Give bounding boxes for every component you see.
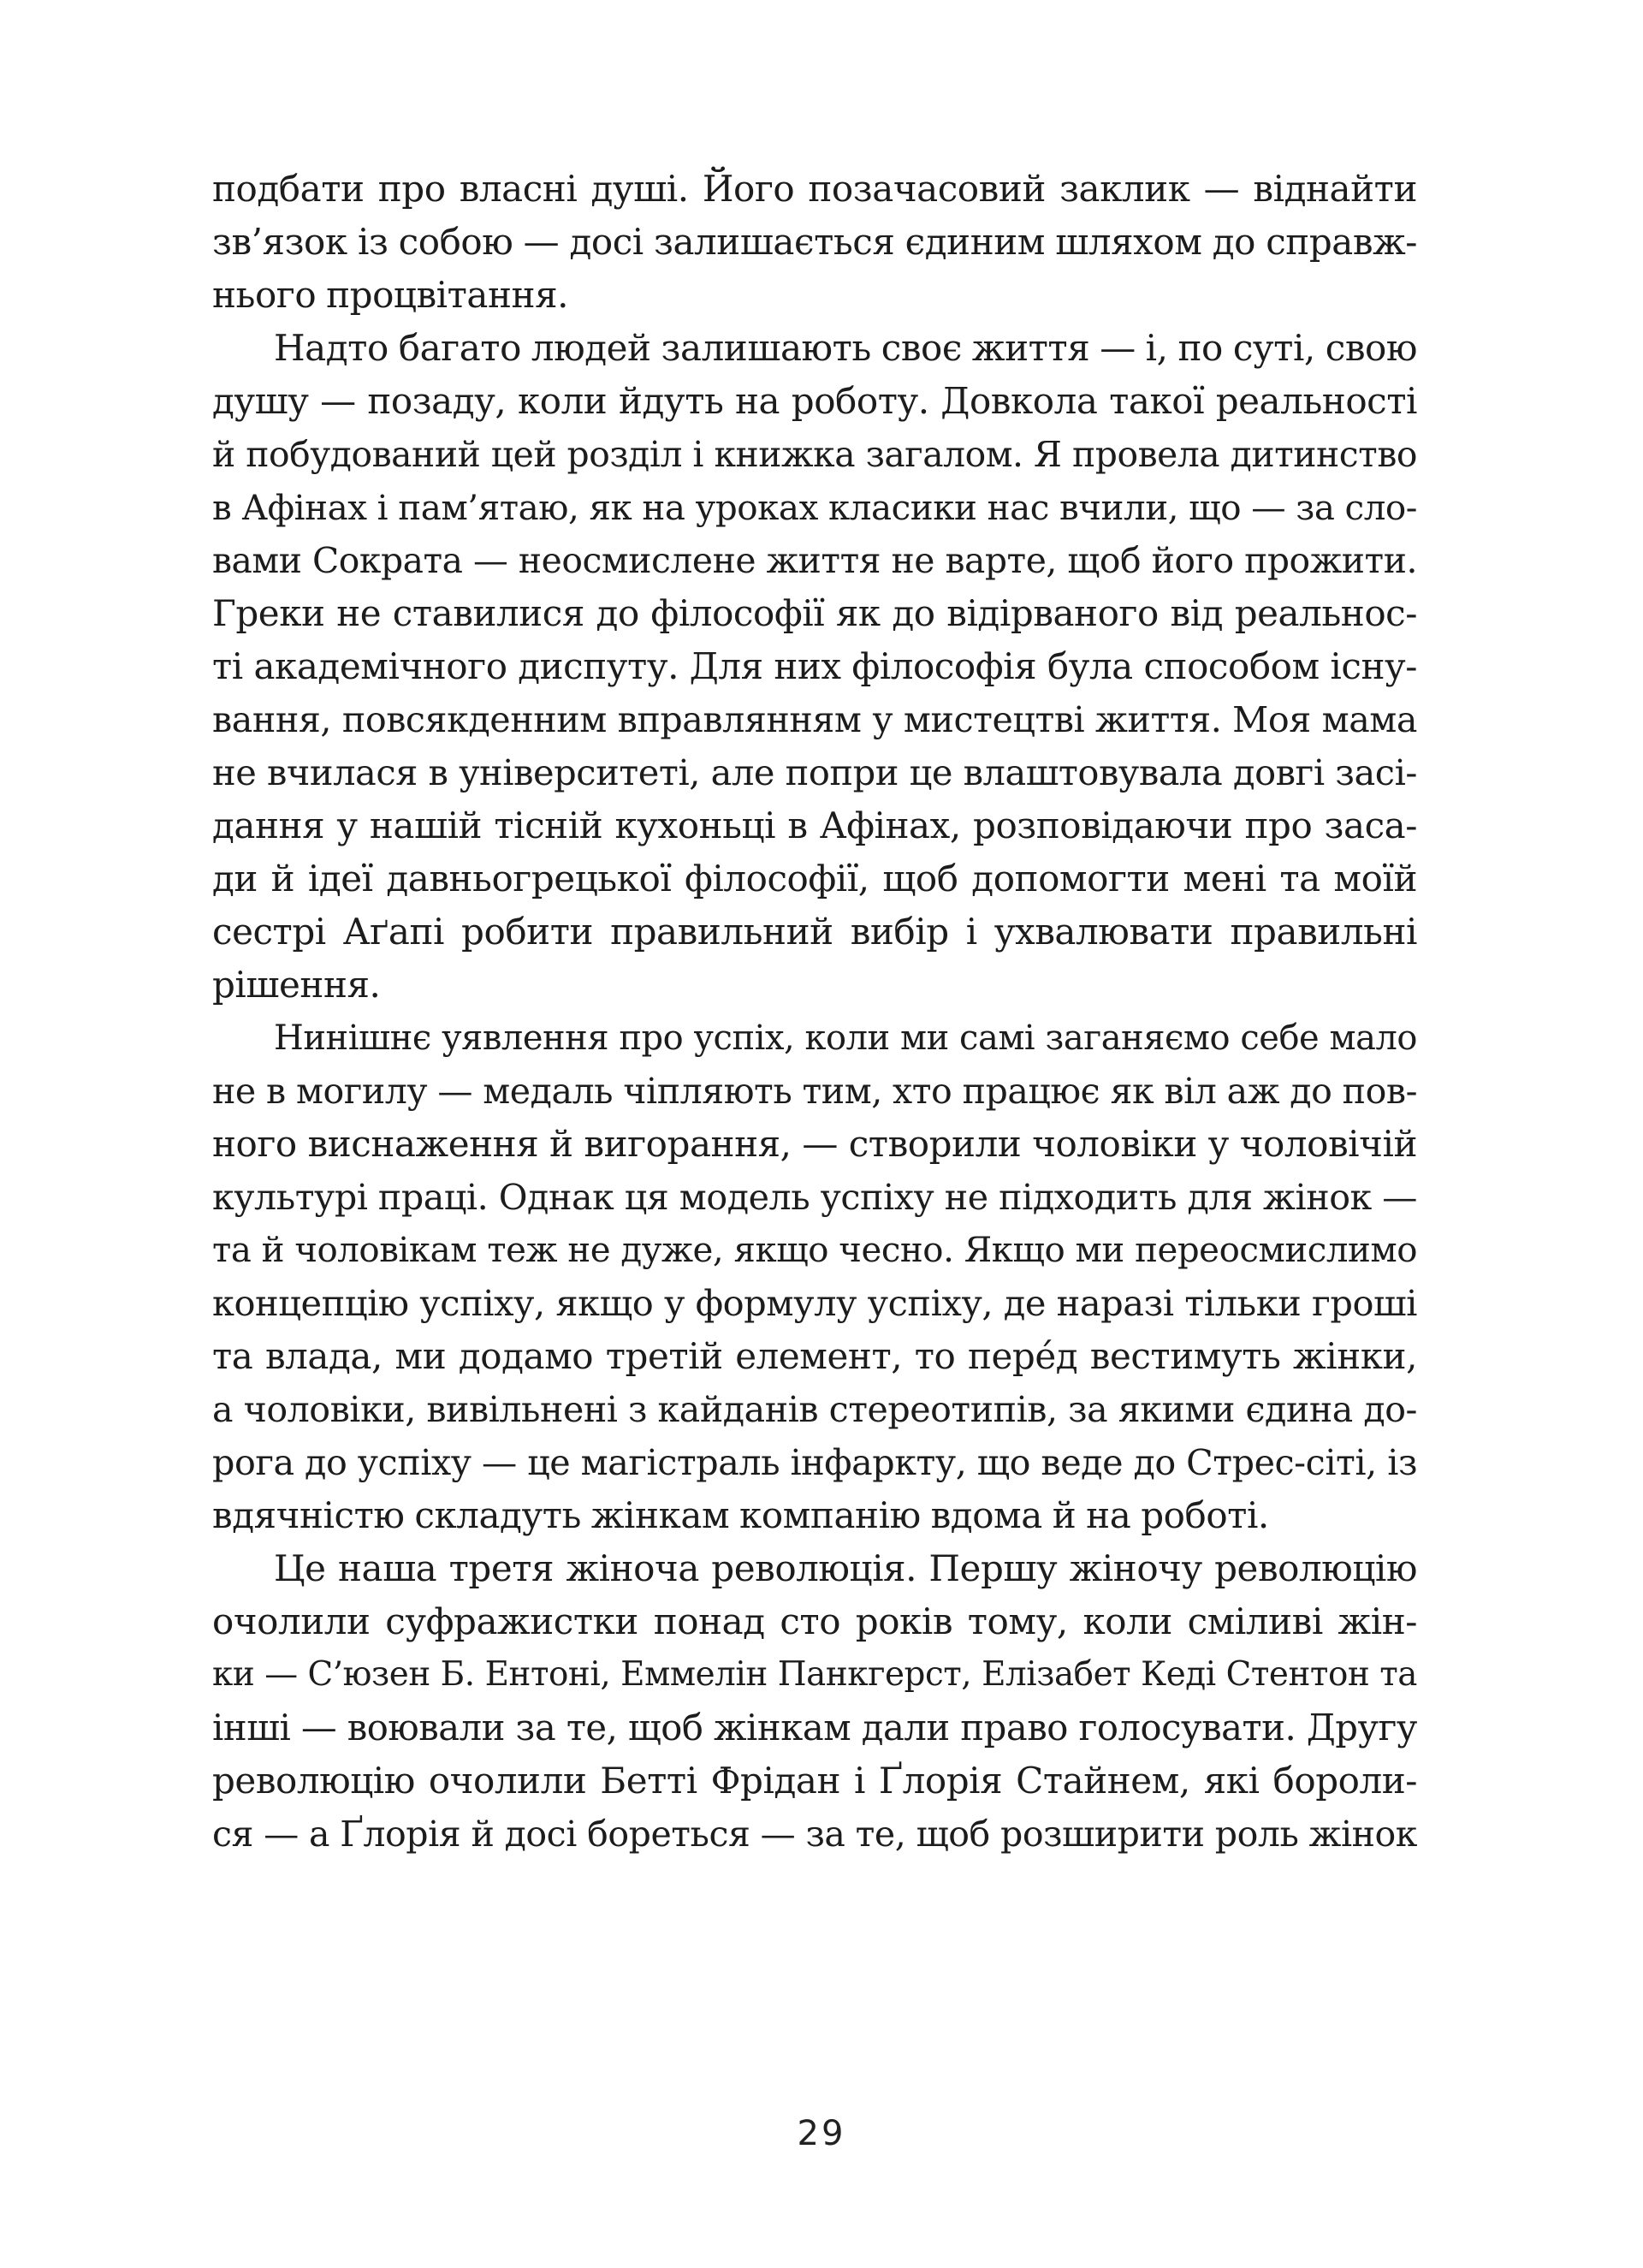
text-line: а чоловіки, вивільнені з кайданів стереотипів, за якими єдина до- [212,1389,1417,1430]
paragraph [212,1542,1417,1861]
text-line: не в могилу — медаль чіпляють тим, хто працює як віл аж до пов- [212,1071,1417,1112]
text-line: Нинішнє уявлення про успіх, коли ми самі заганяємо себе мало [274,1018,1417,1058]
text-line: вання, повсякденним вправлянням у мистецтві життя. Моя мама [212,699,1417,740]
text-line: й побудований цей розділ і книжка загалом. Я провела дитинство [212,434,1417,475]
text-line: ного виснаження й вигорання, — створили чоловіки у чоловічій [212,1123,1417,1165]
text-line: та й чоловікам теж не дуже, якщо чесно. Якщо ми переосмислимо [212,1231,1417,1270]
text-line: очолили суфражистки понад сто років тому, коли сміливі жін- [212,1600,1417,1642]
text-line: рішення. [212,964,381,1006]
text-line: концепцію успіху, якщо у формулу успіху, де наразі тільки гроші [212,1282,1417,1324]
text-line: ки — С’юзен Б. Ентоні, Еммелін Панкгерст, Елізабет Кеді Стентон та [212,1655,1417,1694]
text-line: сестрі Аґапі робити правильний вибір і ухвалювати правильні [212,911,1417,953]
text-line: ся — а Ґлорія й досі бореться — за те, щоб розширити роль жінок [212,1814,1417,1855]
text-line: душу — позаду, коли йдуть на роботу. Довкола такої реальності [212,380,1417,422]
text-line: культурі праці. Однак ця модель успіху не підходить для жінок — [212,1177,1417,1218]
text-line: нього процвітання. [212,274,569,316]
book-page-body [212,163,1417,1861]
text-line: вдячністю складуть жінкам компанію вдома й на роботі. [212,1494,1269,1536]
page-number: 29 [797,2114,846,2153]
text-line: Це наша третя жіноча революція. Першу жіночу революцію [274,1547,1417,1589]
text-line: Надто багато людей залишають своє життя — і, по суті, свою [274,327,1417,369]
text-line: рога до успіху — це магістраль інфаркту, що веде до Стрес-сіті, із [212,1442,1417,1483]
text-line: подбати про власні душі. Його позачасовий заклик — віднайти [212,168,1417,210]
text-line: зв’язок із собою — досі залишається єдиним шляхом до справж- [212,221,1417,263]
text-line: Греки не ставилися до філософії як до відірваного від реальнос- [212,592,1417,634]
paragraph [212,322,1417,1012]
text-line: дання у нашій тісній кухоньці в Афінах, розповідаючи про заса- [212,804,1417,846]
text-line: та влада, ми додамо третій елемент, то перéд вестимуть жінки, [212,1335,1417,1377]
text-line: ті академічного диспуту. Для них філософія була способом існу- [212,645,1417,687]
text-line: в Афінах і пам’ятаю, як на уроках класики нас вчили, що — за сло- [212,487,1417,528]
text-line: ди й ідеї давньогрецької філософії, щоб допомогти мені та моїй [212,858,1417,899]
text-line: вами Сократа — неосмислене життя не варте, щоб його прожити. [212,540,1417,581]
text-line: не вчилася в університеті, але попри це влаштовувала довгі засі- [212,751,1417,793]
paragraph [212,1012,1417,1542]
paragraph [212,163,1417,322]
text-line: інші — воювали за те, щоб жінкам дали право голосувати. Другу [212,1707,1417,1748]
text-line: революцію очолили Бетті Фрідан і Ґлорія Стайнем, які бороли- [212,1760,1417,1802]
